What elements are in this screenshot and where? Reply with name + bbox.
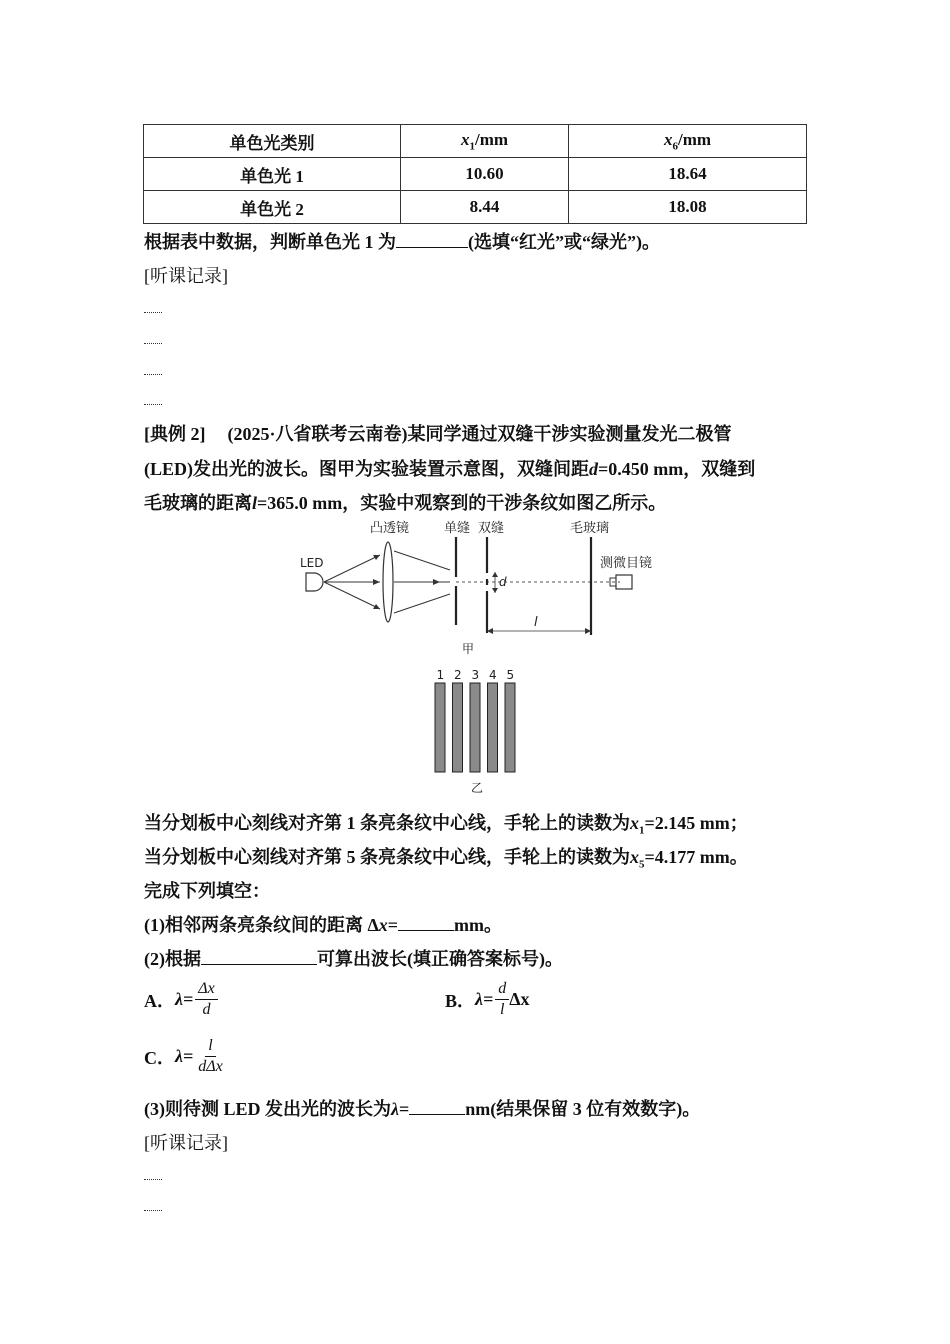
table-cell: 18.64: [569, 158, 807, 191]
label-l: l: [534, 615, 538, 630]
table-cell: 单色光 2: [144, 191, 401, 224]
fringe-number: 5: [506, 668, 515, 682]
notes-line[interactable]: [144, 373, 162, 375]
fringe-number: 2: [454, 668, 462, 682]
caption-yi: 乙: [471, 781, 484, 795]
notes-line[interactable]: [144, 1209, 162, 1211]
label-double-slit: 双缝: [478, 521, 505, 536]
bright-fringe-2: [453, 683, 463, 772]
fraction: $\frac{l}{\text{dΔx}}$: [198, 1037, 223, 1075]
fraction: $\frac{\Delta x}{d}$: [195, 979, 218, 1020]
option-c[interactable]: C． λ= $\frac{l}{\text{dΔx}}$: [144, 1036, 226, 1077]
header-x6: $x_6/mm$: [569, 125, 807, 158]
example-line-2: (LED)发出光的波长。图甲为实验装置示意图，双缝间距d=0.450 mm，双缝到: [144, 459, 756, 479]
fringe-number: 3: [471, 668, 480, 682]
bright-fringe-4: [488, 683, 498, 772]
notes-line[interactable]: [144, 311, 162, 313]
table-row: [144, 158, 807, 191]
answer-blank[interactable]: [409, 1098, 465, 1115]
bright-fringe-3: [470, 683, 480, 772]
label-led: LED: [300, 556, 324, 570]
reading-line-2: 当分划板中心刻线对齐第 5 条亮条纹中心线，手轮上的读数为$x_5=4.177$ mm。: [144, 847, 748, 871]
notes-label: [听课记录]: [144, 266, 228, 286]
question-1: (1)相邻两条亮条纹间的距离 Δx= mm。: [144, 915, 503, 935]
bright-fringe-5: [505, 683, 515, 772]
table-row: [144, 191, 807, 224]
label-single-slit: 单缝: [444, 521, 471, 536]
label-d: d: [499, 575, 507, 589]
header-category: 单色光类别: [144, 125, 401, 158]
ray-line: [324, 582, 380, 609]
notes-line[interactable]: [144, 342, 162, 344]
ray-line: [394, 594, 450, 613]
bright-fringe-1: [435, 683, 445, 772]
led-icon: [306, 573, 323, 591]
fraction: $\frac{d}{l}$: [495, 979, 509, 1020]
table-cell: 8.44: [401, 191, 569, 224]
instruction: 完成下列填空：: [144, 881, 270, 901]
question-3: (3)则待测 LED 发出光的波长为λ= nm(结果保留 3 位有效数字)。: [144, 1099, 701, 1119]
table-cell: 18.08: [569, 191, 807, 224]
label-ground-glass: 毛玻璃: [570, 521, 610, 536]
example-line-3: 毛玻璃的距离l=365.0 mm，实验中观察到的干涉条纹如图乙所示。: [144, 493, 667, 513]
answer-blank[interactable]: [396, 231, 468, 248]
previous-question: 根据表中数据，判断单色光 1 为 (选填“红光”或“绿光”)。: [144, 232, 660, 252]
answer-blank[interactable]: [398, 914, 454, 931]
notes-line[interactable]: [144, 1178, 162, 1180]
caption-jia: 甲: [462, 642, 475, 656]
data-table: [143, 124, 807, 224]
notes-label: [听课记录]: [144, 1133, 228, 1153]
fringe-number: 4: [489, 668, 497, 682]
header-x1: $x_1/mm$: [401, 125, 569, 158]
fringe-pattern-diagram: [425, 665, 535, 797]
option-a[interactable]: A． λ= $\frac{\Delta x}{d}$: [144, 979, 218, 1020]
table-cell: 单色光 1: [144, 158, 401, 191]
answer-blank[interactable]: [201, 948, 317, 965]
ray-line: [324, 555, 380, 582]
label-eyepiece: 测微目镜: [600, 556, 653, 571]
table-cell: 10.60: [401, 158, 569, 191]
ray-line: [394, 551, 450, 570]
convex-lens-icon: [383, 542, 393, 622]
fringe-number: 1: [436, 668, 445, 682]
table-header-row: [144, 125, 807, 158]
example-heading: [典例 2] (2025·八省联考云南卷)某同学通过双缝干涉实验测量发光二极管: [144, 424, 732, 444]
option-b[interactable]: B． λ= $\frac{d}{l}$ Δx: [445, 980, 530, 1018]
notes-line[interactable]: [144, 403, 162, 405]
question-2: (2)根据 可算出波长(填正确答案标号)。: [144, 949, 563, 969]
reading-line-1: 当分划板中心刻线对齐第 1 条亮条纹中心线，手轮上的读数为$x_1=2.145$ mm；: [144, 813, 748, 837]
label-lens: 凸透镜: [370, 521, 410, 536]
apparatus-diagram: [290, 515, 670, 660]
